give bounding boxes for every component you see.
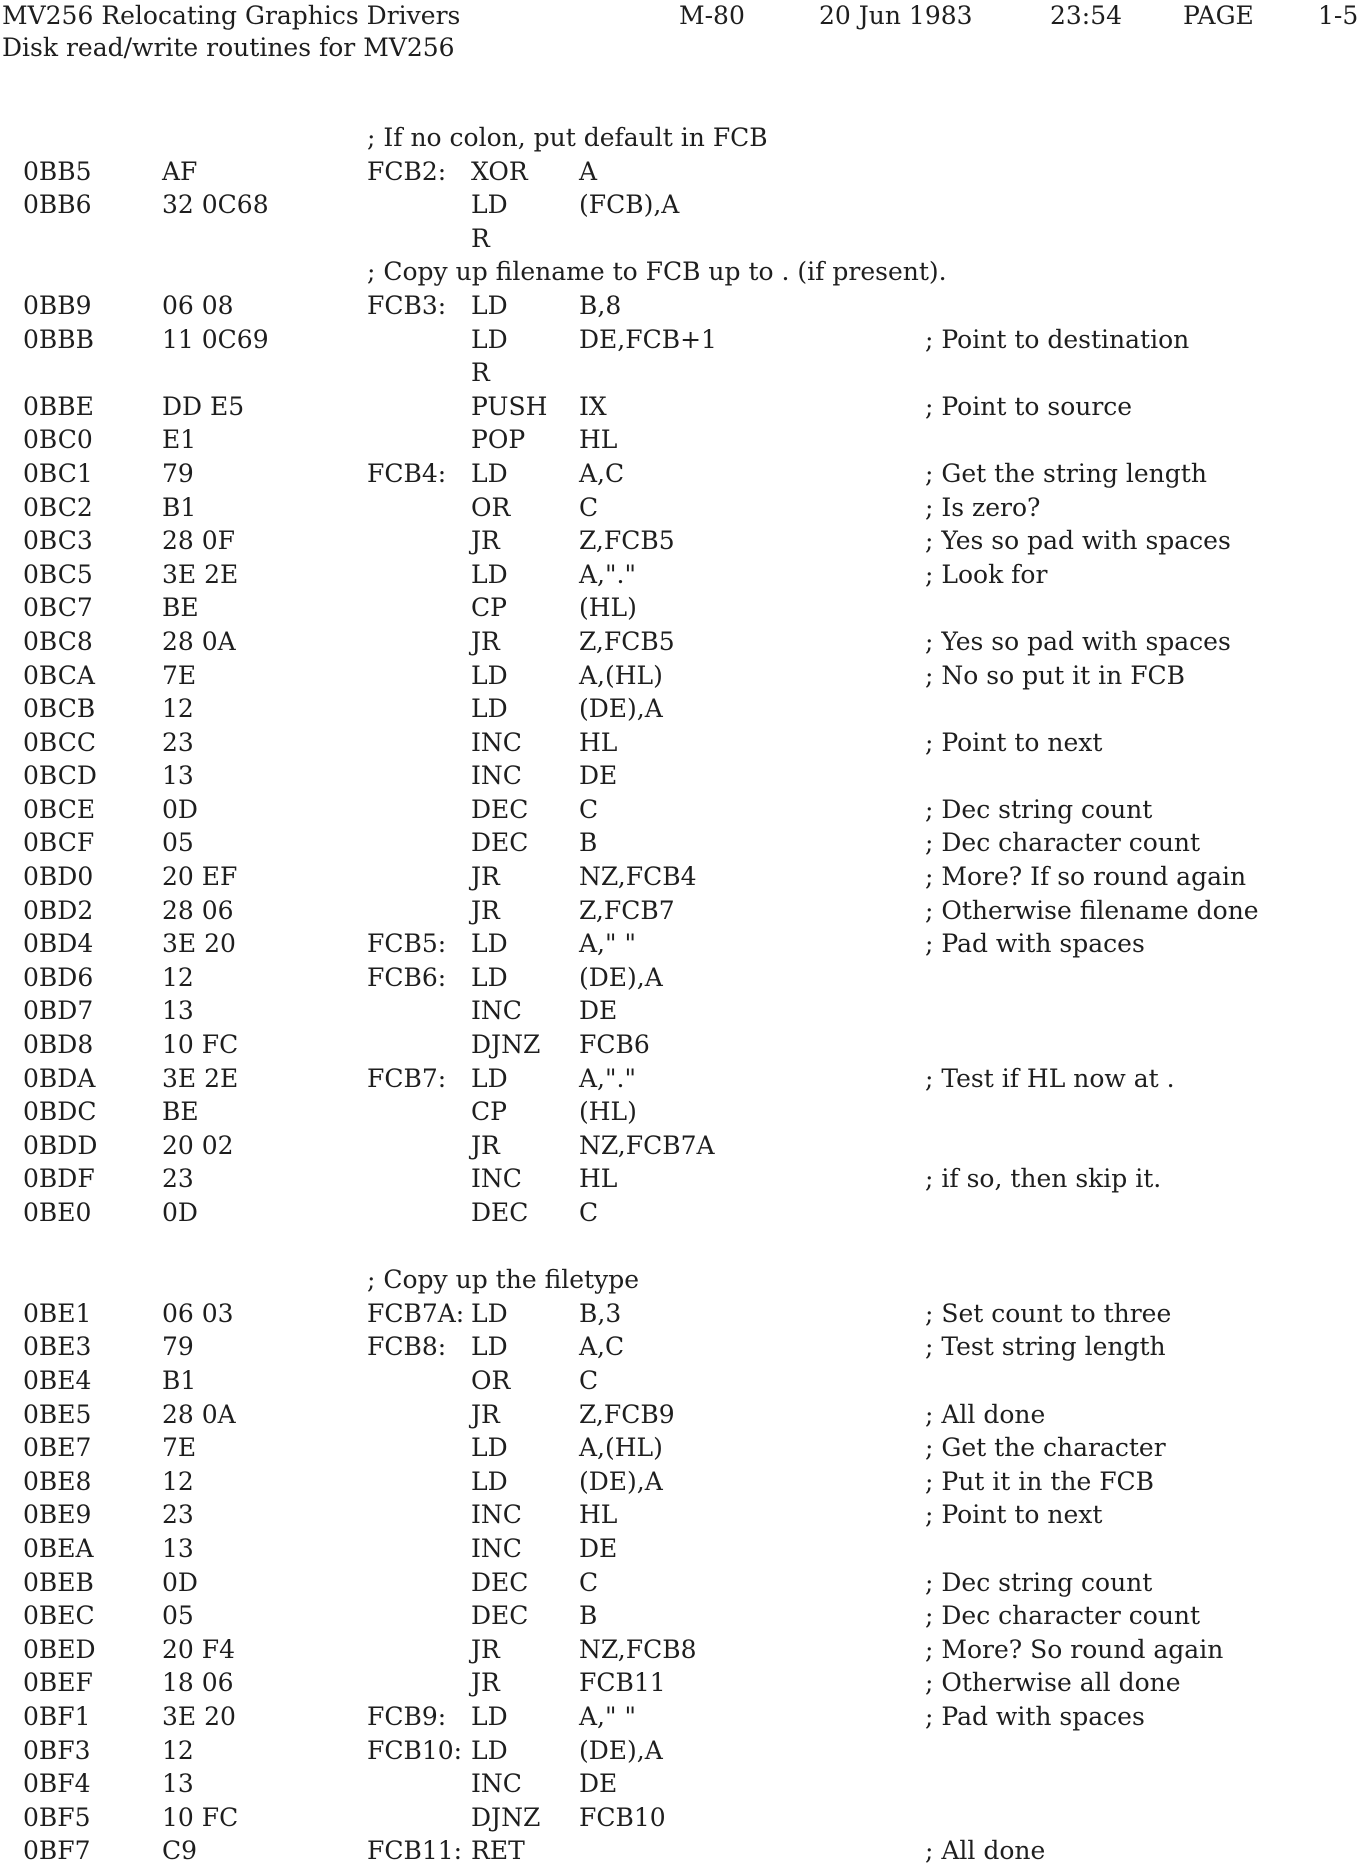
object-code: 28 0A	[162, 626, 236, 656]
operand: A,(HL)	[579, 1433, 663, 1463]
object-code: 0D	[162, 794, 198, 824]
mnemonic: LD	[471, 1332, 508, 1362]
operand: A,C	[579, 1332, 625, 1362]
mnemonic: POP	[471, 425, 526, 455]
code-line	[0, 1633, 1361, 1667]
object-code: 79	[162, 458, 194, 488]
code-line	[0, 1398, 1361, 1432]
mnemonic: LD	[471, 324, 508, 354]
address: 0BE7	[23, 1433, 92, 1463]
mnemonic: CP	[471, 1097, 507, 1127]
operand: A,"."	[579, 559, 636, 589]
object-code: B1	[162, 492, 197, 522]
operand: A," "	[579, 929, 636, 959]
object-code: 12	[162, 694, 194, 724]
code-line	[0, 1700, 1361, 1734]
mnemonic: LD	[471, 190, 508, 220]
comment-line	[0, 1263, 1361, 1297]
mnemonic: LD	[471, 290, 508, 320]
operand: C	[579, 1365, 599, 1395]
object-code: 11 0C69	[162, 324, 269, 354]
code-line	[0, 1532, 1361, 1566]
object-code: 06 08	[162, 290, 234, 320]
code-line	[0, 188, 1361, 222]
line-comment: ; Yes so pad with spaces	[925, 526, 1231, 556]
label: FCB11:	[367, 1836, 463, 1866]
operand: C	[579, 1567, 599, 1597]
object-code: 20 EF	[162, 862, 238, 892]
object-code: BE	[162, 593, 199, 623]
address: 0BC7	[23, 593, 93, 623]
object-code: 05	[162, 1601, 194, 1631]
address: 0BEF	[23, 1668, 93, 1698]
operand: C	[579, 1198, 599, 1227]
object-code: 12	[162, 962, 194, 992]
object-code: AF	[162, 156, 198, 186]
object-code: 05	[162, 828, 194, 858]
code-line	[0, 860, 1361, 894]
mnemonic: JR	[471, 862, 500, 892]
label: FCB2:	[367, 156, 447, 186]
mnemonic: LD	[471, 694, 508, 724]
mnemonic: DEC	[471, 1601, 529, 1631]
label: FCB7A:	[367, 1298, 465, 1328]
address: 0BCD	[23, 761, 97, 791]
label: FCB10:	[367, 1735, 463, 1765]
operand: A,"."	[579, 1063, 636, 1093]
operand: C	[579, 794, 599, 824]
object-code: DD E5	[162, 391, 245, 421]
object-code: 20 F4	[162, 1634, 236, 1664]
line-comment: ; Get the character	[925, 1433, 1166, 1463]
object-code: E1	[162, 425, 197, 455]
address: 0BCC	[23, 727, 96, 757]
object-code: 13	[162, 761, 194, 791]
code-line	[0, 457, 1361, 491]
mnemonic: JR	[471, 1668, 500, 1698]
operand: A," "	[579, 1701, 636, 1731]
address: 0BD0	[23, 862, 94, 892]
object-code: 12	[162, 1735, 194, 1765]
object-code: 10 FC	[162, 1802, 239, 1832]
address: 0BF1	[23, 1701, 91, 1731]
mnemonic: JR	[471, 895, 500, 925]
address: 0BEB	[23, 1567, 94, 1597]
relocation-line	[0, 222, 1361, 256]
object-code: 28 06	[162, 895, 234, 925]
address: 0BEC	[23, 1601, 95, 1631]
operand: FCB11	[579, 1668, 666, 1698]
object-code: 10 FC	[162, 1030, 239, 1060]
address: 0BEA	[23, 1533, 94, 1563]
address: 0BE5	[23, 1399, 92, 1429]
code-line	[0, 1465, 1361, 1499]
operand: DE	[579, 761, 618, 791]
address: 0BB6	[23, 190, 92, 220]
mnemonic: JR	[471, 1399, 500, 1429]
blank-line	[0, 1230, 1361, 1264]
line-comment: ; More? So round again	[925, 1634, 1224, 1664]
object-code: 13	[162, 1769, 194, 1799]
code-line	[0, 1498, 1361, 1532]
mnemonic: LD	[471, 962, 508, 992]
mnemonic: DEC	[471, 794, 529, 824]
line-comment: ; All done	[925, 1399, 1046, 1429]
mnemonic: LD	[471, 458, 508, 488]
operand: (DE),A	[579, 962, 663, 992]
address: 0BE9	[23, 1500, 92, 1530]
line-comment: ; All done	[925, 1836, 1046, 1866]
operand: Z,FCB5	[579, 526, 675, 556]
line-comment: ; Dec character count	[925, 828, 1201, 858]
mnemonic: INC	[471, 996, 522, 1026]
line-comment: ; Test string length	[925, 1332, 1166, 1362]
code-line	[0, 1095, 1361, 1129]
code-line	[0, 961, 1361, 995]
page-label: PAGE	[1183, 1, 1254, 30]
mnemonic: LD	[471, 1735, 508, 1765]
operand: DE	[579, 996, 618, 1026]
relocation-flag: R	[471, 358, 490, 388]
address: 0BE3	[23, 1332, 92, 1362]
mnemonic: JR	[471, 1130, 500, 1160]
line-comment: ; Dec string count	[925, 794, 1153, 824]
code-line	[0, 826, 1361, 860]
object-code: 28 0F	[162, 526, 236, 556]
block-comment: ; Copy up the filetype	[367, 1265, 639, 1295]
line-comment: ; Get the string length	[925, 458, 1207, 488]
listing-date: 20 Jun 1983	[819, 1, 973, 30]
address: 0BD2	[23, 895, 94, 925]
operand: (HL)	[579, 1097, 637, 1127]
label: FCB8:	[367, 1332, 447, 1362]
mnemonic: OR	[471, 1365, 511, 1395]
address: 0BE1	[23, 1298, 92, 1328]
line-comment: ; More? If so round again	[925, 862, 1247, 892]
code-line	[0, 524, 1361, 558]
code-line	[0, 1129, 1361, 1163]
address: 0BF5	[23, 1802, 91, 1832]
mnemonic: DEC	[471, 1567, 529, 1597]
operand: HL	[579, 1500, 618, 1530]
label: FCB9:	[367, 1701, 447, 1731]
line-comment: ; Put it in the FCB	[925, 1466, 1155, 1496]
code-line	[0, 793, 1361, 827]
mnemonic: DJNZ	[471, 1030, 541, 1060]
line-comment: ; Look for	[925, 559, 1048, 589]
object-code: 23	[162, 1164, 194, 1194]
operand: IX	[579, 391, 607, 421]
operand: Z,FCB7	[579, 895, 675, 925]
object-code: 3E 2E	[162, 559, 239, 589]
address: 0BD4	[23, 929, 94, 959]
operand: A	[579, 156, 598, 186]
mnemonic: LD	[471, 1466, 508, 1496]
object-code: 0D	[162, 1198, 198, 1227]
line-comment: ; Otherwise filename done	[925, 895, 1259, 925]
operand: (DE),A	[579, 694, 663, 724]
code-line	[0, 692, 1361, 726]
code-line	[0, 155, 1361, 189]
line-comment: ; Otherwise all done	[925, 1668, 1181, 1698]
line-comment: ; Test if HL now at .	[925, 1063, 1175, 1093]
operand: (HL)	[579, 593, 637, 623]
relocation-line	[0, 356, 1361, 390]
page-header	[0, 0, 1361, 70]
code-line	[0, 759, 1361, 793]
code-line	[0, 1734, 1361, 1768]
line-comment: ; No so put it in FCB	[925, 660, 1186, 690]
object-code: 18 06	[162, 1668, 234, 1698]
operand: FCB6	[579, 1030, 650, 1060]
operand: NZ,FCB8	[579, 1634, 697, 1664]
address: 0BDC	[23, 1097, 97, 1127]
page-number: 1-5	[1318, 1, 1359, 30]
label: FCB4:	[367, 458, 447, 488]
address: 0BC3	[23, 526, 93, 556]
code-line	[0, 1364, 1361, 1398]
label: FCB5:	[367, 929, 447, 959]
line-comment: ; Dec string count	[925, 1567, 1153, 1597]
line-comment: ; Yes so pad with spaces	[925, 626, 1231, 656]
line-comment: ; Is zero?	[925, 492, 1041, 522]
code-line	[0, 323, 1361, 357]
address: 0BE8	[23, 1466, 92, 1496]
operand: B,8	[579, 290, 622, 320]
mnemonic: INC	[471, 1769, 522, 1799]
code-line	[0, 1801, 1361, 1835]
address: 0BE0	[23, 1198, 92, 1227]
mnemonic: LD	[471, 660, 508, 690]
code-line	[0, 1834, 1361, 1868]
address: 0BC2	[23, 492, 93, 522]
mnemonic: INC	[471, 727, 522, 757]
code-line	[0, 994, 1361, 1028]
operand: A,C	[579, 458, 625, 488]
code-line	[0, 1666, 1361, 1700]
mnemonic: LD	[471, 1298, 508, 1328]
code-line	[0, 289, 1361, 323]
address: 0BF4	[23, 1769, 91, 1799]
object-code: 32 0C68	[162, 190, 269, 220]
line-comment: ; if so, then skip it.	[925, 1164, 1162, 1194]
operand: FCB10	[579, 1802, 666, 1832]
address: 0BF7	[23, 1836, 91, 1866]
code-line	[0, 591, 1361, 625]
mnemonic: JR	[471, 526, 500, 556]
operand: Z,FCB9	[579, 1399, 675, 1429]
mnemonic: RET	[471, 1836, 525, 1866]
comment-line	[0, 121, 1361, 155]
code-line	[0, 659, 1361, 693]
operand: HL	[579, 727, 618, 757]
code-line	[0, 1330, 1361, 1364]
mnemonic: DEC	[471, 828, 529, 858]
operand: B	[579, 1601, 598, 1631]
object-code: 13	[162, 996, 194, 1026]
object-code: 12	[162, 1466, 194, 1496]
operand: HL	[579, 1164, 618, 1194]
operand: A,(HL)	[579, 660, 663, 690]
code-line	[0, 1767, 1361, 1801]
relocation-flag: R	[471, 223, 490, 253]
mnemonic: LD	[471, 559, 508, 589]
object-code: 7E	[162, 660, 197, 690]
object-code: 23	[162, 1500, 194, 1530]
mnemonic: JR	[471, 1634, 500, 1664]
object-code: C9	[162, 1836, 198, 1866]
address: 0BDD	[23, 1130, 98, 1160]
line-comment: ; Point to destination	[925, 324, 1190, 354]
code-line	[0, 1028, 1361, 1062]
mnemonic: CP	[471, 593, 507, 623]
code-line	[0, 390, 1361, 424]
assembler-name: M-80	[679, 1, 745, 30]
code-line	[0, 558, 1361, 592]
mnemonic: LD	[471, 1701, 508, 1731]
address: 0BD7	[23, 996, 94, 1026]
code-line	[0, 1162, 1361, 1196]
object-code: 28 0A	[162, 1399, 236, 1429]
code-line	[0, 726, 1361, 760]
line-comment: ; Point to next	[925, 727, 1103, 757]
mnemonic: OR	[471, 492, 511, 522]
comment-line	[0, 255, 1361, 289]
address: 0BF3	[23, 1735, 91, 1765]
object-code: 13	[162, 1533, 194, 1563]
code-line	[0, 625, 1361, 659]
mnemonic: LD	[471, 929, 508, 959]
operand: B	[579, 828, 598, 858]
operand: (DE),A	[579, 1735, 663, 1765]
object-code: 0D	[162, 1567, 198, 1597]
code-line	[0, 1566, 1361, 1600]
operand: DE	[579, 1769, 618, 1799]
object-code: 20 02	[162, 1130, 234, 1160]
address: 0BBE	[23, 391, 94, 421]
address: 0BC1	[23, 458, 93, 488]
object-code: 06 03	[162, 1298, 234, 1328]
mnemonic: INC	[471, 761, 522, 791]
line-comment: ; Set count to three	[925, 1298, 1172, 1328]
address: 0BDA	[23, 1063, 96, 1093]
operand: C	[579, 492, 599, 522]
mnemonic: JR	[471, 626, 500, 656]
address: 0BE4	[23, 1365, 92, 1395]
assembly-listing	[0, 121, 1361, 1866]
label: FCB6:	[367, 962, 447, 992]
code-line	[0, 1297, 1361, 1331]
address: 0BC8	[23, 626, 93, 656]
code-line	[0, 1196, 1361, 1230]
object-code: 3E 20	[162, 1701, 236, 1731]
line-comment: ; Point to next	[925, 1500, 1103, 1530]
operand: B,3	[579, 1298, 622, 1328]
object-code: 23	[162, 727, 194, 757]
object-code: BE	[162, 1097, 199, 1127]
address: 0BED	[23, 1634, 96, 1664]
block-comment: ; Copy up filename to FCB up to . (if present).	[367, 257, 947, 287]
mnemonic: LD	[471, 1433, 508, 1463]
address: 0BCA	[23, 660, 95, 690]
operand: DE	[579, 1533, 618, 1563]
code-line	[0, 423, 1361, 457]
block-comment: ; If no colon, put default in FCB	[367, 123, 768, 152]
listing-subtitle: Disk read/write routines for MV256	[2, 33, 455, 62]
address: 0BBB	[23, 324, 95, 354]
label: FCB7:	[367, 1063, 447, 1093]
mnemonic: INC	[471, 1500, 522, 1530]
operand: DE,FCB+1	[579, 324, 717, 354]
code-line	[0, 1431, 1361, 1465]
address: 0BCE	[23, 794, 96, 824]
operand: (FCB),A	[579, 190, 680, 220]
code-line	[0, 1599, 1361, 1633]
label: FCB3:	[367, 290, 447, 320]
object-code: 79	[162, 1332, 194, 1362]
address: 0BCF	[23, 828, 95, 858]
address: 0BD6	[23, 962, 94, 992]
line-comment: ; Pad with spaces	[925, 1701, 1145, 1731]
line-comment: ; Point to source	[925, 391, 1133, 421]
mnemonic: INC	[471, 1164, 522, 1194]
address: 0BD8	[23, 1030, 94, 1060]
operand: HL	[579, 425, 618, 455]
mnemonic: DJNZ	[471, 1802, 541, 1832]
code-line	[0, 1062, 1361, 1096]
address: 0BC0	[23, 425, 93, 455]
code-line	[0, 927, 1361, 961]
object-code: 3E 20	[162, 929, 236, 959]
line-comment: ; Dec character count	[925, 1601, 1201, 1631]
mnemonic: INC	[471, 1533, 522, 1563]
mnemonic: XOR	[471, 156, 528, 186]
object-code: B1	[162, 1365, 197, 1395]
operand: Z,FCB5	[579, 626, 675, 656]
listing-title: MV256 Relocating Graphics Drivers	[2, 1, 461, 30]
address: 0BB9	[23, 290, 92, 320]
operand: NZ,FCB7A	[579, 1130, 715, 1160]
line-comment: ; Pad with spaces	[925, 929, 1145, 959]
address: 0BC5	[23, 559, 93, 589]
code-line	[0, 894, 1361, 928]
object-code: 7E	[162, 1433, 197, 1463]
operand: NZ,FCB4	[579, 862, 697, 892]
listing-time: 23:54	[1050, 1, 1123, 30]
operand: (DE),A	[579, 1466, 663, 1496]
mnemonic: DEC	[471, 1198, 529, 1227]
code-line	[0, 491, 1361, 525]
mnemonic: LD	[471, 1063, 508, 1093]
mnemonic: PUSH	[471, 391, 548, 421]
address: 0BDF	[23, 1164, 95, 1194]
object-code: 3E 2E	[162, 1063, 239, 1093]
address: 0BCB	[23, 694, 96, 724]
address: 0BB5	[23, 156, 92, 186]
